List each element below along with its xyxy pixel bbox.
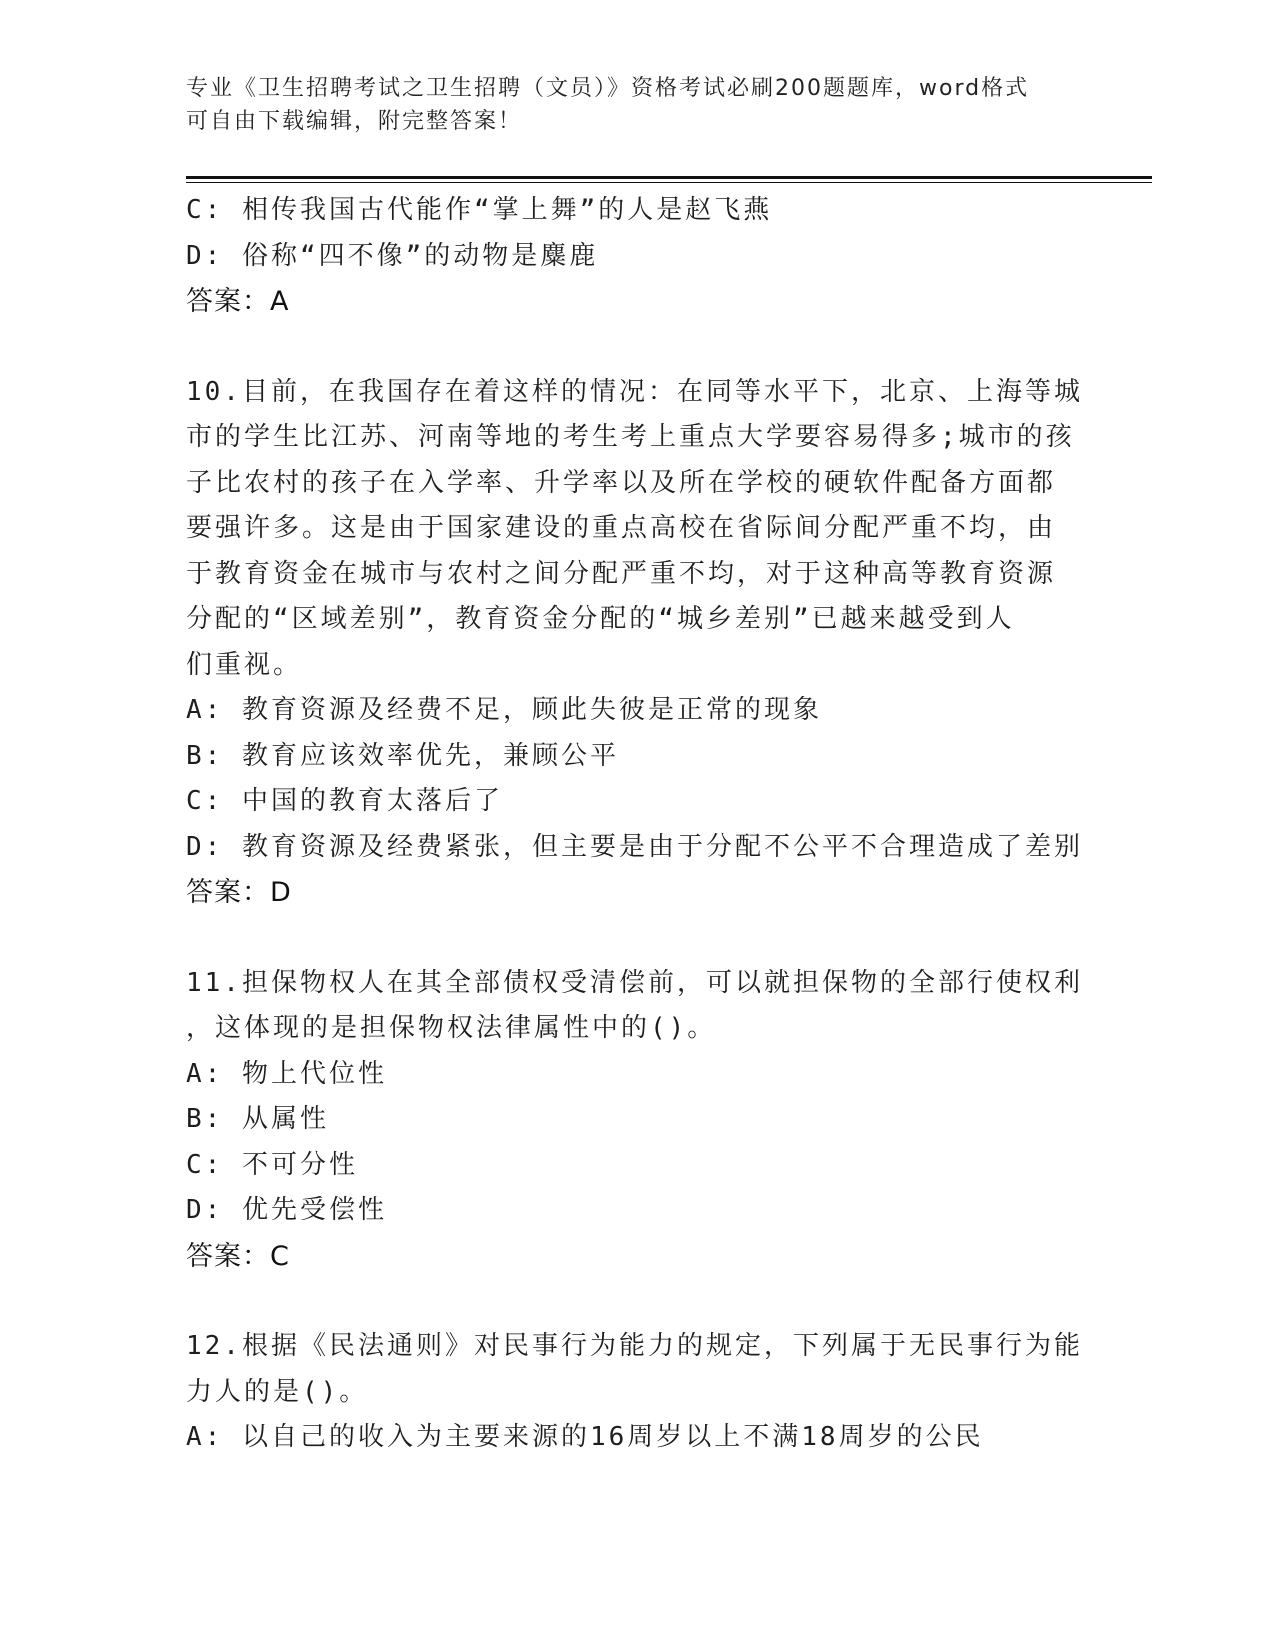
- q11-stem-line: ，这体现的是担保物权法律属性中的()。: [186, 1013, 717, 1043]
- question-12: [186, 1324, 1083, 1461]
- q11-option-b: B: 从属性: [186, 1104, 329, 1134]
- q12-option-a: A: 以自己的收入为主要来源的16周岁以上不满18周岁的公民: [186, 1422, 984, 1452]
- q12-stem-line: 12.根据《民法通则》对民事行为能力的规定，下列属于无民事行为能: [186, 1331, 1083, 1361]
- q10-option-b: B: 教育应该效率优先，兼顾公平: [186, 740, 619, 771]
- q10-option-c: C: 中国的教育太落后了: [186, 786, 503, 816]
- q10-stem-line: 分配的“区域差别”，教育资金分配的“城乡差别”已越来越受到人: [186, 604, 1015, 634]
- header-title-line-2: 可自由下载编辑，附完整答案！: [186, 109, 523, 134]
- q10-stem-line: 市的学生比江苏、河南等地的考生考上重点大学要容易得多;城市的孩: [186, 422, 1075, 452]
- document-header: [186, 72, 1066, 138]
- question-11: [186, 961, 1083, 1280]
- q10-stem-line: 们重视。: [186, 649, 303, 680]
- question-9: [186, 188, 1066, 325]
- question-spacer: [186, 325, 1066, 370]
- q12-stem-line: 力人的是()。: [186, 1376, 369, 1407]
- q10-stem-line: 于教育资金在城市与农村之间分配严重不均，对于这种高等教育资源: [186, 558, 1057, 589]
- question-spacer: [186, 916, 1066, 961]
- q10-option-a: A: 教育资源及经费不足，顾此失彼是正常的现象: [186, 695, 822, 725]
- q10-option-d: D: 教育资源及经费紧张，但主要是由于分配不公平不合理造成了差别: [186, 831, 1083, 862]
- header-divider-thick: [186, 176, 1152, 179]
- q11-stem-line: 11.担保物权人在其全部债权受清偿前，可以就担保物的全部行使权利: [186, 967, 1083, 998]
- header-title-line-1: 专业《卫生招聘考试之卫生招聘（文员）》资格考试必刷200题题库，word格式: [186, 76, 1030, 101]
- q10-answer: 答案：D: [186, 877, 292, 908]
- q10-stem-line: 10.目前，在我国存在着这样的情况：在同等水平下，北京、上海等城: [186, 376, 1083, 407]
- q11-answer: 答案：C: [186, 1240, 290, 1272]
- header-divider-thin: [186, 182, 1152, 183]
- q10-stem-line: 子比农村的孩子在入学率、升学率以及所在学校的硬软件配备方面都: [186, 467, 1057, 498]
- q11-option-c: C: 不可分性: [186, 1149, 358, 1180]
- q11-option-d: D: 优先受偿性: [186, 1195, 387, 1225]
- question-10: [186, 370, 1083, 916]
- q9-answer: 答案：A: [186, 286, 290, 317]
- question-spacer: [186, 1279, 1066, 1324]
- q9-option-c: C: 相传我国古代能作“掌上舞”的人是赵飞燕: [186, 195, 773, 225]
- q11-option-a: A: 物上代位性: [186, 1058, 387, 1089]
- question-content: [186, 188, 1083, 1461]
- q10-stem-line: 要强许多。这是由于国家建设的重点高校在省际间分配严重不均，由: [186, 513, 1057, 543]
- q9-option-d: D: 俗称“四不像”的动物是麋鹿: [186, 240, 599, 271]
